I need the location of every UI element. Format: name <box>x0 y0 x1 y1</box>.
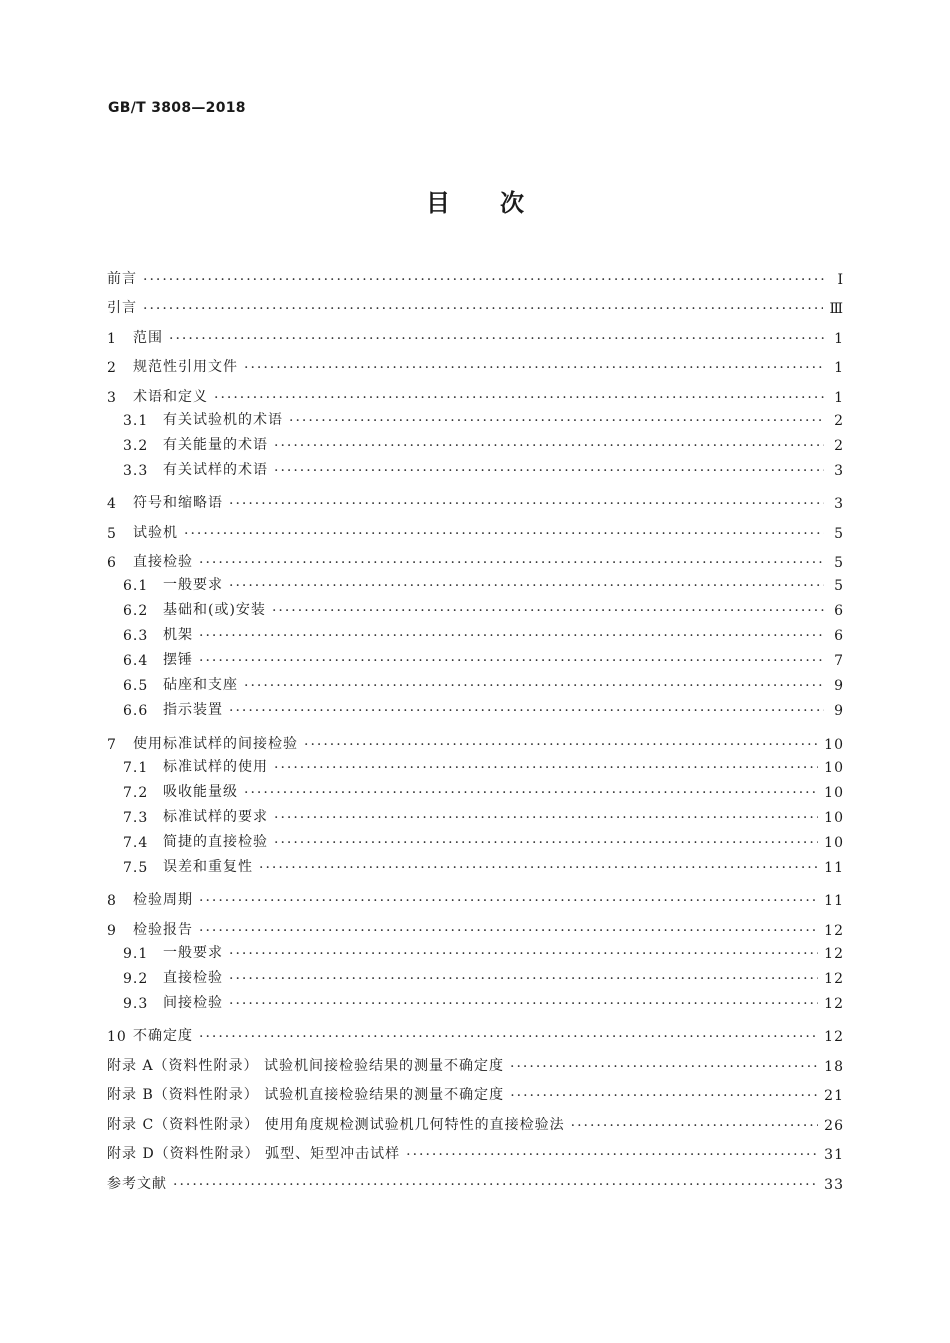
toc-entry[interactable] <box>107 454 844 479</box>
toc-entry-title: 术语和定义 <box>133 388 208 405</box>
toc-entry-number: 1 <box>107 330 117 347</box>
toc-entry-page: 18 <box>824 1058 844 1075</box>
toc-entry[interactable] <box>107 826 844 851</box>
dot-leader <box>229 996 818 1012</box>
toc-entry-title: 标准试样的使用 <box>163 758 268 775</box>
dot-leader <box>214 390 824 406</box>
toc-entry-page: 1 <box>834 330 844 347</box>
table-of-contents <box>107 258 844 1193</box>
dot-leader <box>199 923 818 939</box>
toc-entry[interactable] <box>107 776 844 801</box>
dot-leader <box>244 360 824 376</box>
toc-entry-title: 规范性引用文件 <box>133 359 238 375</box>
toc-entry-number: 9.2 <box>123 970 149 987</box>
toc-entry-page: 2 <box>834 412 844 429</box>
dot-leader <box>406 1147 818 1163</box>
toc-entry[interactable] <box>107 909 844 939</box>
dot-leader <box>169 331 824 347</box>
toc-entry-number: 7.5 <box>123 859 149 876</box>
toc-entry-title: 范围 <box>133 329 163 346</box>
toc-entry-title: 有关试验机的术语 <box>163 411 283 428</box>
toc-entry-number: 6.3 <box>123 628 149 644</box>
toc-entry-page: 10 <box>824 784 844 801</box>
toc-entry-title: 检验报告 <box>133 921 193 938</box>
toc-entry[interactable] <box>107 483 844 513</box>
toc-entry-page: 12 <box>824 922 844 939</box>
toc-entry-number: 7.2 <box>123 784 149 801</box>
toc-entry[interactable] <box>107 987 844 1012</box>
toc-entry-title: 检验周期 <box>133 892 193 908</box>
toc-entry-title: 吸收能量级 <box>163 783 238 800</box>
toc-entry-number: 10 <box>107 1029 127 1045</box>
title-char-2: 次 <box>500 189 524 217</box>
toc-entry-page: 3 <box>834 496 844 512</box>
toc-entry-title: 参考文献 <box>107 1175 167 1192</box>
toc-entry-page: 6 <box>834 628 844 644</box>
toc-entry-title: 砧座和支座 <box>163 677 238 693</box>
toc-entry[interactable] <box>107 880 844 910</box>
toc-entry-title: 一般要求 <box>163 944 223 961</box>
toc-entry-number: 4 <box>107 496 117 512</box>
toc-entry-page: 12 <box>824 995 844 1012</box>
dot-leader <box>199 555 824 571</box>
dot-leader <box>229 971 818 987</box>
toc-entry[interactable] <box>107 801 844 826</box>
toc-entry[interactable] <box>107 669 844 694</box>
toc-entry[interactable] <box>107 288 844 318</box>
toc-entry-number: 7.3 <box>123 809 149 826</box>
toc-entry-title: 附录 D（资料性附录） 弧型、矩型冲击试样 <box>107 1146 401 1162</box>
toc-entry-number: 9 <box>107 922 117 939</box>
toc-entry-title: 误差和重复性 <box>163 858 253 875</box>
toc-entry-number: 7.1 <box>123 759 149 776</box>
toc-entry[interactable] <box>107 723 844 753</box>
page-title <box>0 183 950 218</box>
toc-entry-title: 简捷的直接检验 <box>163 833 268 850</box>
toc-entry-title: 试验机 <box>133 524 178 541</box>
toc-entry-title: 附录 B（资料性附录） 试验机直接检验结果的测量不确定度 <box>107 1087 505 1103</box>
toc-entry-number: 9.1 <box>123 945 149 962</box>
toc-entry-page: 33 <box>824 1176 844 1193</box>
dot-leader <box>274 760 818 776</box>
dot-leader <box>510 1059 818 1075</box>
dot-leader <box>289 413 824 429</box>
toc-entry-number: 6 <box>107 555 117 571</box>
dot-leader <box>199 628 824 644</box>
toc-entry-page: 10 <box>824 834 844 851</box>
toc-entry-page: 1 <box>834 360 844 376</box>
toc-entry-page: 7 <box>834 653 844 669</box>
toc-entry-page: 10 <box>824 736 844 753</box>
toc-entry[interactable] <box>107 1104 844 1134</box>
dot-leader <box>510 1088 818 1104</box>
toc-entry-title: 附录 A（资料性附录） 试验机间接检验结果的测量不确定度 <box>107 1057 505 1074</box>
dot-leader <box>571 1118 819 1134</box>
toc-entry-page: 9 <box>834 678 844 694</box>
toc-entry-page: 10 <box>824 759 844 776</box>
toc-entry[interactable] <box>107 1045 844 1075</box>
toc-entry-title: 前言 <box>107 270 137 287</box>
toc-entry-title: 一般要求 <box>163 577 223 593</box>
toc-entry-title: 不确定度 <box>133 1028 193 1044</box>
toc-entry-page: 12 <box>824 970 844 987</box>
toc-entry-title: 附录 C（资料性附录） 使用角度规检测试验机几何特性的直接检验法 <box>107 1116 565 1133</box>
toc-entry-page: 12 <box>824 1029 844 1045</box>
toc-entry-page: 11 <box>824 893 844 909</box>
toc-entry-number: 7.4 <box>123 834 149 851</box>
toc-entry-page: 2 <box>834 437 844 454</box>
dot-leader <box>274 438 824 454</box>
toc-entry-number: 2 <box>107 360 117 376</box>
toc-entry[interactable] <box>107 258 844 288</box>
dot-leader <box>274 810 818 826</box>
toc-entry-number: 6.1 <box>123 578 149 594</box>
dot-leader <box>184 526 824 542</box>
toc-entry-title: 指示装置 <box>163 702 223 718</box>
toc-entry[interactable] <box>107 569 844 594</box>
dot-leader <box>199 1029 818 1045</box>
toc-entry-page: 3 <box>834 462 844 479</box>
toc-entry-title: 有关试样的术语 <box>163 461 268 478</box>
toc-entry[interactable] <box>107 512 844 542</box>
dot-leader <box>173 1177 818 1193</box>
toc-entry[interactable] <box>107 851 844 876</box>
toc-entry[interactable] <box>107 429 844 454</box>
toc-entry[interactable] <box>107 644 844 669</box>
toc-entry-number: 3.2 <box>123 437 149 454</box>
toc-entry-number: 6.5 <box>123 678 149 694</box>
toc-entry-page: 10 <box>824 809 844 826</box>
dot-leader <box>143 272 824 288</box>
toc-entry[interactable] <box>107 347 844 377</box>
toc-entry[interactable] <box>107 542 844 572</box>
dot-leader <box>259 860 818 876</box>
toc-entry-number: 3 <box>107 389 117 406</box>
title-char-1: 目 <box>426 189 450 217</box>
dot-leader <box>229 703 824 719</box>
toc-entry-title: 引言 <box>107 300 137 316</box>
toc-entry-title: 直接检验 <box>163 969 223 986</box>
dot-leader <box>143 301 823 317</box>
toc-entry[interactable] <box>107 694 844 719</box>
toc-entry-number: 6.6 <box>123 703 149 719</box>
toc-entry-title: 基础和(或)安装 <box>163 602 266 618</box>
toc-entry-number: 5 <box>107 525 117 542</box>
toc-entry-title: 有关能量的术语 <box>163 436 268 453</box>
toc-entry-title: 摆锤 <box>163 652 193 668</box>
toc-entry[interactable] <box>107 1163 844 1193</box>
toc-entry[interactable] <box>107 594 844 619</box>
toc-entry-title: 标准试样的要求 <box>163 808 268 825</box>
dot-leader <box>244 785 818 801</box>
toc-entry-number: 6.4 <box>123 653 149 669</box>
toc-entry-title: 机架 <box>163 627 193 643</box>
toc-entry[interactable] <box>107 1016 844 1046</box>
toc-entry-title: 直接检验 <box>133 554 193 570</box>
dot-leader <box>274 835 818 851</box>
dot-leader <box>274 463 824 479</box>
toc-entry[interactable] <box>107 751 844 776</box>
toc-entry-page: Ⅰ <box>837 271 844 288</box>
toc-entry[interactable] <box>107 619 844 644</box>
toc-entry[interactable] <box>107 404 844 429</box>
toc-entry[interactable] <box>107 937 844 962</box>
standard-code: GB/T 3808—2018 <box>108 100 246 116</box>
dot-leader <box>244 678 824 694</box>
toc-entry-page: 21 <box>824 1088 844 1104</box>
toc-entry-number: 6.2 <box>123 603 149 619</box>
toc-entry[interactable] <box>107 1075 844 1105</box>
toc-entry-number: 3.3 <box>123 462 149 479</box>
toc-entry-number: 8 <box>107 893 117 909</box>
toc-entry-page: 12 <box>824 945 844 962</box>
toc-entry-number: 9.3 <box>123 995 149 1012</box>
toc-entry-page: Ⅲ <box>829 301 844 317</box>
toc-entry-number: 3.1 <box>123 412 149 429</box>
toc-entry-page: 6 <box>834 603 844 619</box>
toc-entry-page: 5 <box>834 525 844 542</box>
dot-leader <box>229 496 824 512</box>
toc-entry-title: 符号和缩略语 <box>133 495 223 511</box>
toc-entry-page: 26 <box>824 1117 844 1134</box>
toc-entry-page: 9 <box>834 703 844 719</box>
toc-entry[interactable] <box>107 962 844 987</box>
toc-entry[interactable] <box>107 1134 844 1164</box>
toc-entry-page: 31 <box>824 1147 844 1163</box>
toc-entry[interactable] <box>107 317 844 347</box>
dot-leader <box>304 737 818 753</box>
toc-entry-page: 1 <box>834 389 844 406</box>
toc-entry-page: 5 <box>834 555 844 571</box>
dot-leader <box>272 603 824 619</box>
toc-entry[interactable] <box>107 376 844 406</box>
toc-entry-page: 5 <box>834 578 844 594</box>
dot-leader <box>229 578 824 594</box>
toc-entry-title: 使用标准试样的间接检验 <box>133 735 298 752</box>
toc-entry-page: 11 <box>824 859 844 876</box>
dot-leader <box>199 893 818 909</box>
toc-entry-title: 间接检验 <box>163 994 223 1011</box>
dot-leader <box>229 946 818 962</box>
dot-leader <box>199 653 824 669</box>
toc-entry-number: 7 <box>107 736 117 753</box>
